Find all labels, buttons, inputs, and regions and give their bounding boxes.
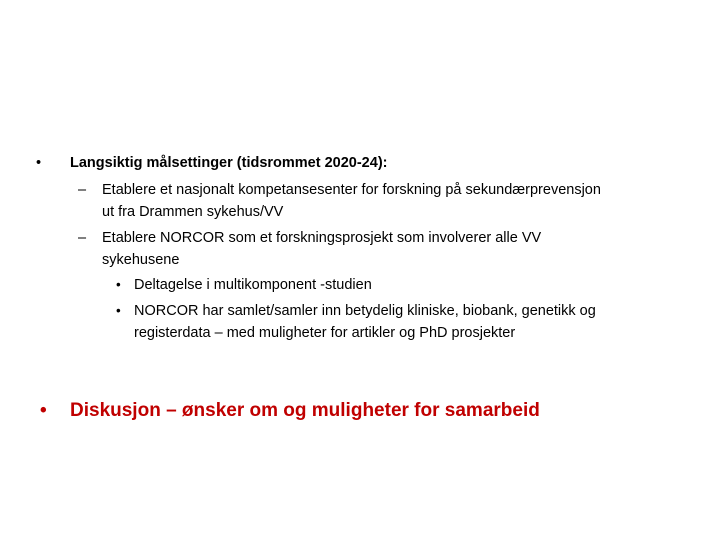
dash-sub2: – [78,230,87,246]
sub2-line1: Etablere NORCOR som et forskningsprosjekt som involverer alle VV [102,230,542,246]
main-heading: Langsiktig målsettinger (tidsrommet 2020-24): [70,155,388,171]
subsub2-line1: NORCOR har samlet/samler inn betydelig kliniske, biobank, genetikk og [134,303,596,319]
sub2-line2: sykehusene [102,252,180,268]
discussion-text: Diskusjon – ønsker om og muligheter for samarbeid [70,400,540,421]
subsub2-line2: registerdata – med muligheter for artikler og PhD prosjekter [134,325,516,341]
sub1-line1: Etablere et nasjonalt kompetansesenter for forskning på sekundærprevensjon [102,182,601,198]
bullet-main: • [36,155,42,171]
sub1-line2: ut fra Drammen sykehus/VV [102,204,284,220]
bullet-subsub2: • [116,303,121,318]
subsub1-text: Deltagelse i multikomponent -studien [134,277,372,293]
bullet-subsub1: • [116,277,121,292]
bullet-discussion: • [40,400,47,421]
dash-sub1: – [78,182,87,198]
